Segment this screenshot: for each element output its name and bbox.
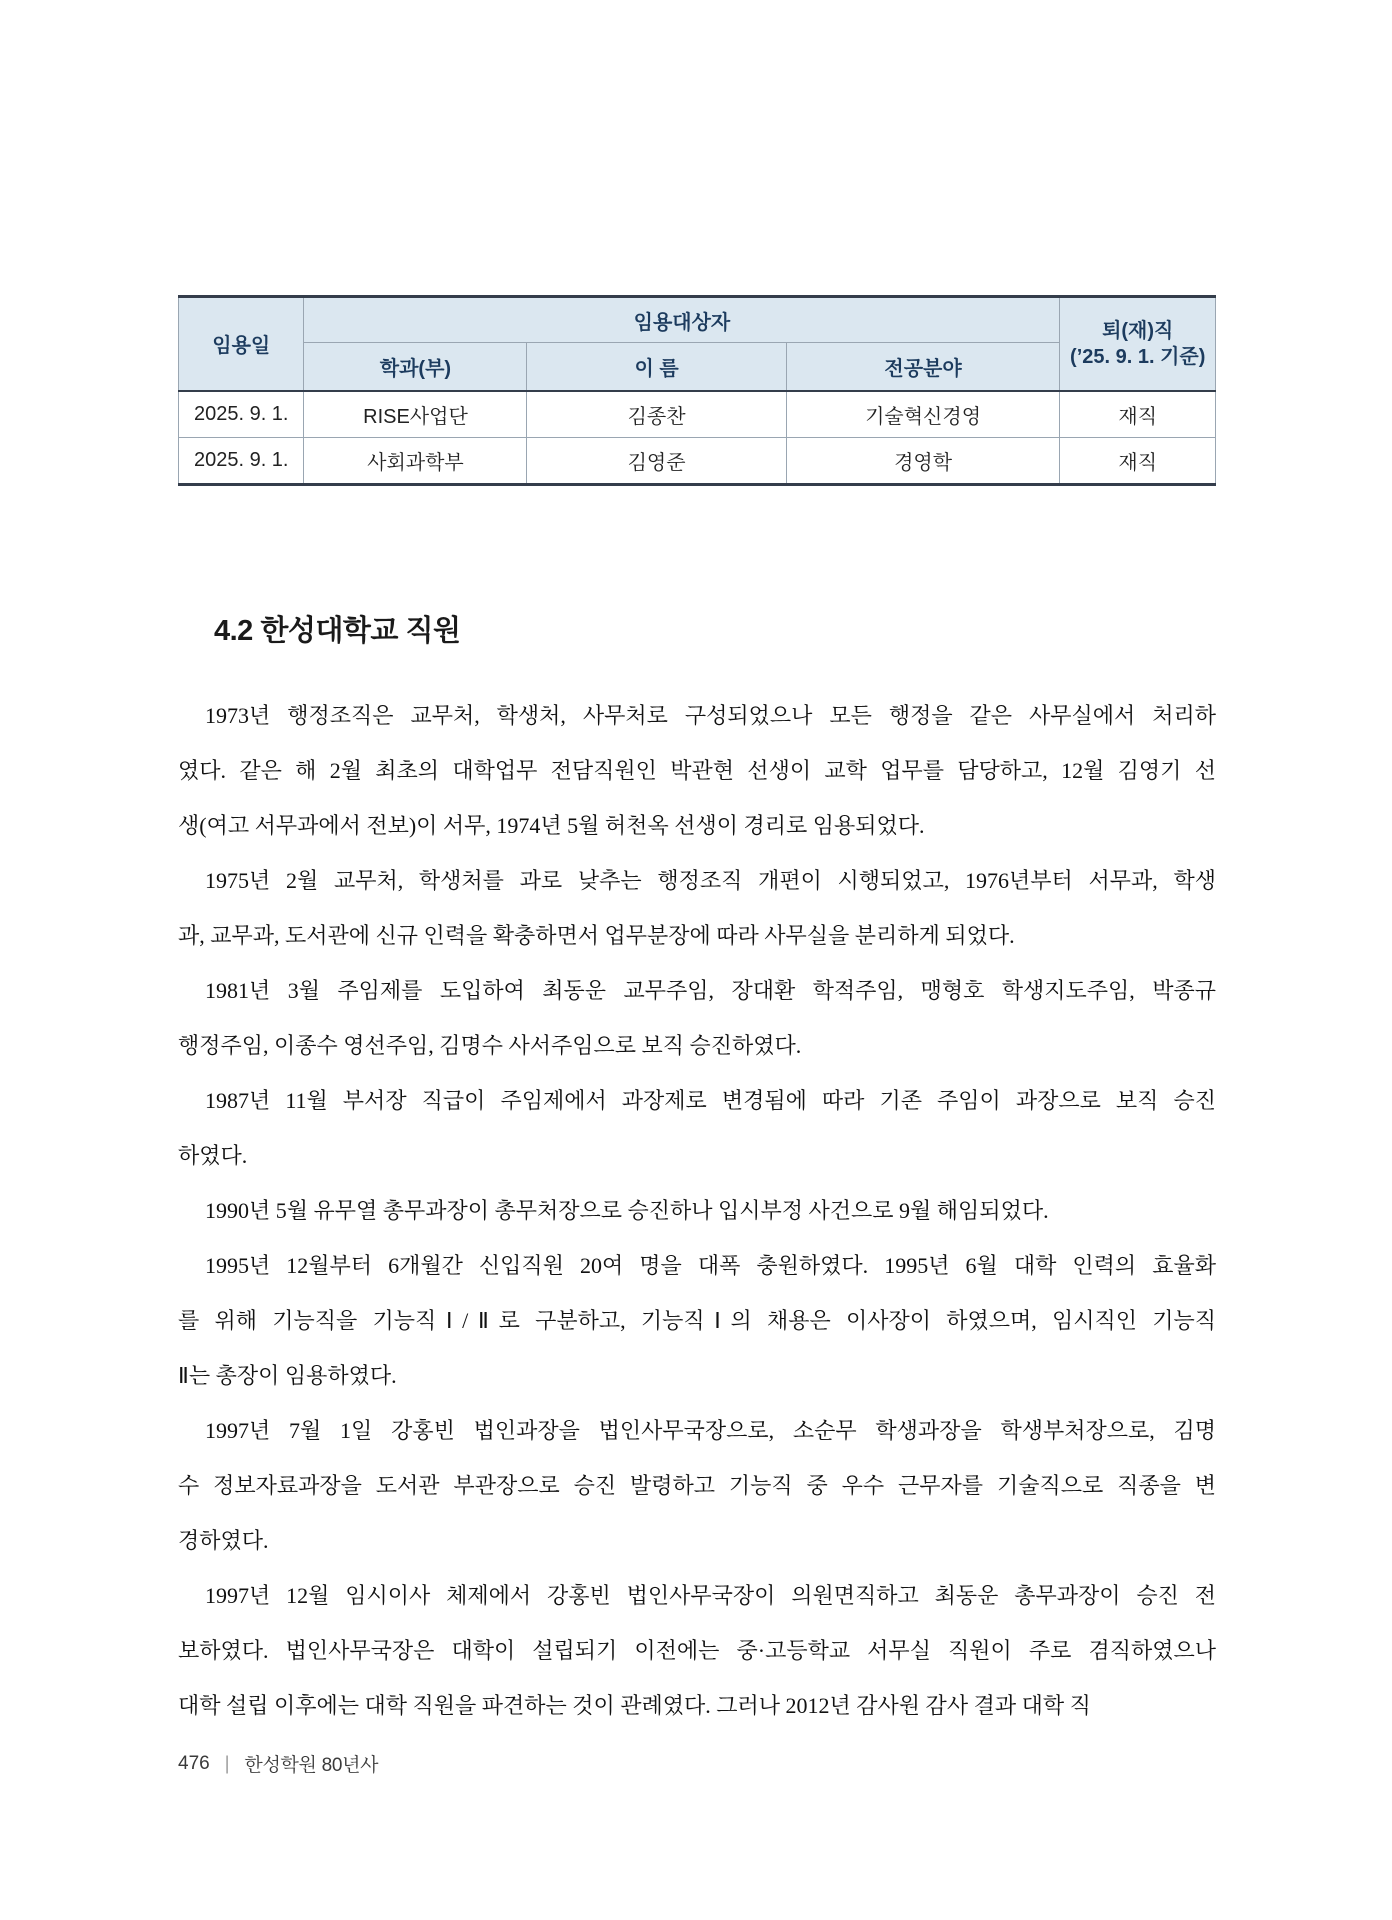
appointment-table bbox=[178, 295, 1216, 486]
text-line: 를 위해 기능직을 기능직Ⅰ/Ⅱ로 구분하고, 기능직Ⅰ의 채용은 이사장이 하였으며, 임시직인 기능직 bbox=[178, 1308, 1216, 1333]
table-header-status bbox=[1060, 297, 1216, 391]
table-cell-department: RISE사업단 bbox=[304, 391, 527, 438]
table-header-name: 이 름 bbox=[527, 343, 786, 391]
paragraph bbox=[178, 1403, 1216, 1568]
table-header-department: 학과(부) bbox=[304, 343, 527, 391]
table-cell-date: 2025. 9. 1. bbox=[179, 438, 304, 485]
text-line: 행정주임, 이종수 영선주임, 김명수 사서주임으로 보직 승진하였다. bbox=[178, 1033, 802, 1058]
paragraph bbox=[178, 1568, 1216, 1733]
paragraph bbox=[178, 1183, 1216, 1238]
text-line: 였다. 같은 해 2월 최초의 대학업무 전담직원인 박관현 선생이 교학 업무를 담당하고, 12월 김영기 선 bbox=[178, 758, 1216, 783]
table-cell-name: 김영준 bbox=[527, 438, 786, 485]
table-cell-name: 김종찬 bbox=[527, 391, 786, 438]
footer-book-title: 한성학원 80년사 bbox=[244, 1755, 379, 1776]
body-paragraphs bbox=[178, 688, 1216, 1733]
table-cell-status: 재직 bbox=[1060, 391, 1216, 438]
text-line: 경하였다. bbox=[178, 1528, 269, 1553]
text-line: 1997년 7월 1일 강홍빈 법인과장을 법인사무국장으로, 소순무 학생과장을 학생부처장으로, 김명 bbox=[205, 1418, 1216, 1443]
section-heading: 4.2 한성대학교 직원 bbox=[214, 615, 461, 647]
paragraph bbox=[178, 963, 1216, 1073]
paragraph bbox=[178, 688, 1216, 853]
table-header-row-group bbox=[179, 297, 1216, 343]
text-line: 과, 교무과, 도서관에 신규 인력을 확충하면서 업무분장에 따라 사무실을 분리하게 되었다. bbox=[178, 923, 1015, 948]
text-line: 수 정보자료과장을 도서관 부관장으로 승진 발령하고 기능직 중 우수 근무자를 기술직으로 직종을 변 bbox=[178, 1473, 1216, 1498]
paragraph bbox=[178, 853, 1216, 963]
table-cell-department: 사회과학부 bbox=[304, 438, 527, 485]
text-line: 하였다. bbox=[178, 1143, 248, 1168]
table-header-major: 전공분야 bbox=[786, 343, 1060, 391]
text-line: 대학 설립 이후에는 대학 직원을 파견하는 것이 관례였다. 그러나 2012년 감사원 감사 결과 대학 직 bbox=[178, 1693, 1091, 1718]
text-line: 보하였다. 법인사무국장은 대학이 설립되기 이전에는 중·고등학교 서무실 직원이 주로 겸직하였으나 bbox=[178, 1638, 1216, 1663]
paragraph bbox=[178, 1238, 1216, 1403]
footer-divider: | bbox=[224, 1751, 230, 1774]
table-row bbox=[179, 391, 1216, 438]
text-line: Ⅱ는 총장이 임용하였다. bbox=[178, 1363, 397, 1388]
table-cell-status: 재직 bbox=[1060, 438, 1216, 485]
text-line: 생(여고 서무과에서 전보)이 서무, 1974년 5월 허천옥 선생이 경리로 임용되었다. bbox=[178, 813, 925, 838]
paragraph bbox=[178, 1073, 1216, 1183]
table-header-appointee-group: 임용대상자 bbox=[304, 297, 1060, 343]
text-line: 1973년 행정조직은 교무처, 학생처, 사무처로 구성되었으나 모든 행정을 같은 사무실에서 처리하 bbox=[205, 703, 1216, 728]
table-header-status-line2: (’25. 9. 1. 기준) bbox=[1070, 345, 1206, 368]
text-line: 1990년 5월 유무열 총무과장이 총무처장으로 승진하나 입시부정 사건으로 9월 해임되었다. bbox=[205, 1198, 1049, 1223]
footer-page-number: 476 bbox=[178, 1752, 210, 1774]
page-content bbox=[178, 295, 1216, 1733]
table-cell-major: 경영학 bbox=[786, 438, 1060, 485]
table-cell-date: 2025. 9. 1. bbox=[179, 391, 304, 438]
table-cell-major: 기술혁신경영 bbox=[786, 391, 1060, 438]
text-line: 1997년 12월 임시이사 체제에서 강홍빈 법인사무국장이 의원면직하고 최동운 총무과장이 승진 전 bbox=[205, 1583, 1216, 1608]
text-line: 1987년 11월 부서장 직급이 주임제에서 과장제로 변경됨에 따라 기존 주임이 과장으로 보직 승진 bbox=[205, 1088, 1216, 1113]
text-line: 1981년 3월 주임제를 도입하여 최동운 교무주임, 장대환 학적주임, 맹형호 학생지도주임, 박종규 bbox=[205, 978, 1216, 1003]
text-line: 1975년 2월 교무처, 학생처를 과로 낮추는 행정조직 개편이 시행되었고, 1976년부터 서무과, 학생 bbox=[205, 868, 1216, 893]
page-footer bbox=[178, 1750, 378, 1777]
text-line: 1995년 12월부터 6개월간 신입직원 20여 명을 대폭 충원하였다. 1995년 6월 대학 인력의 효율화 bbox=[205, 1253, 1216, 1278]
table-header-date: 임용일 bbox=[179, 297, 304, 391]
table-row bbox=[179, 438, 1216, 485]
table-header-status-line1: 퇴(재)직 bbox=[1102, 319, 1174, 342]
table-body bbox=[179, 391, 1216, 485]
